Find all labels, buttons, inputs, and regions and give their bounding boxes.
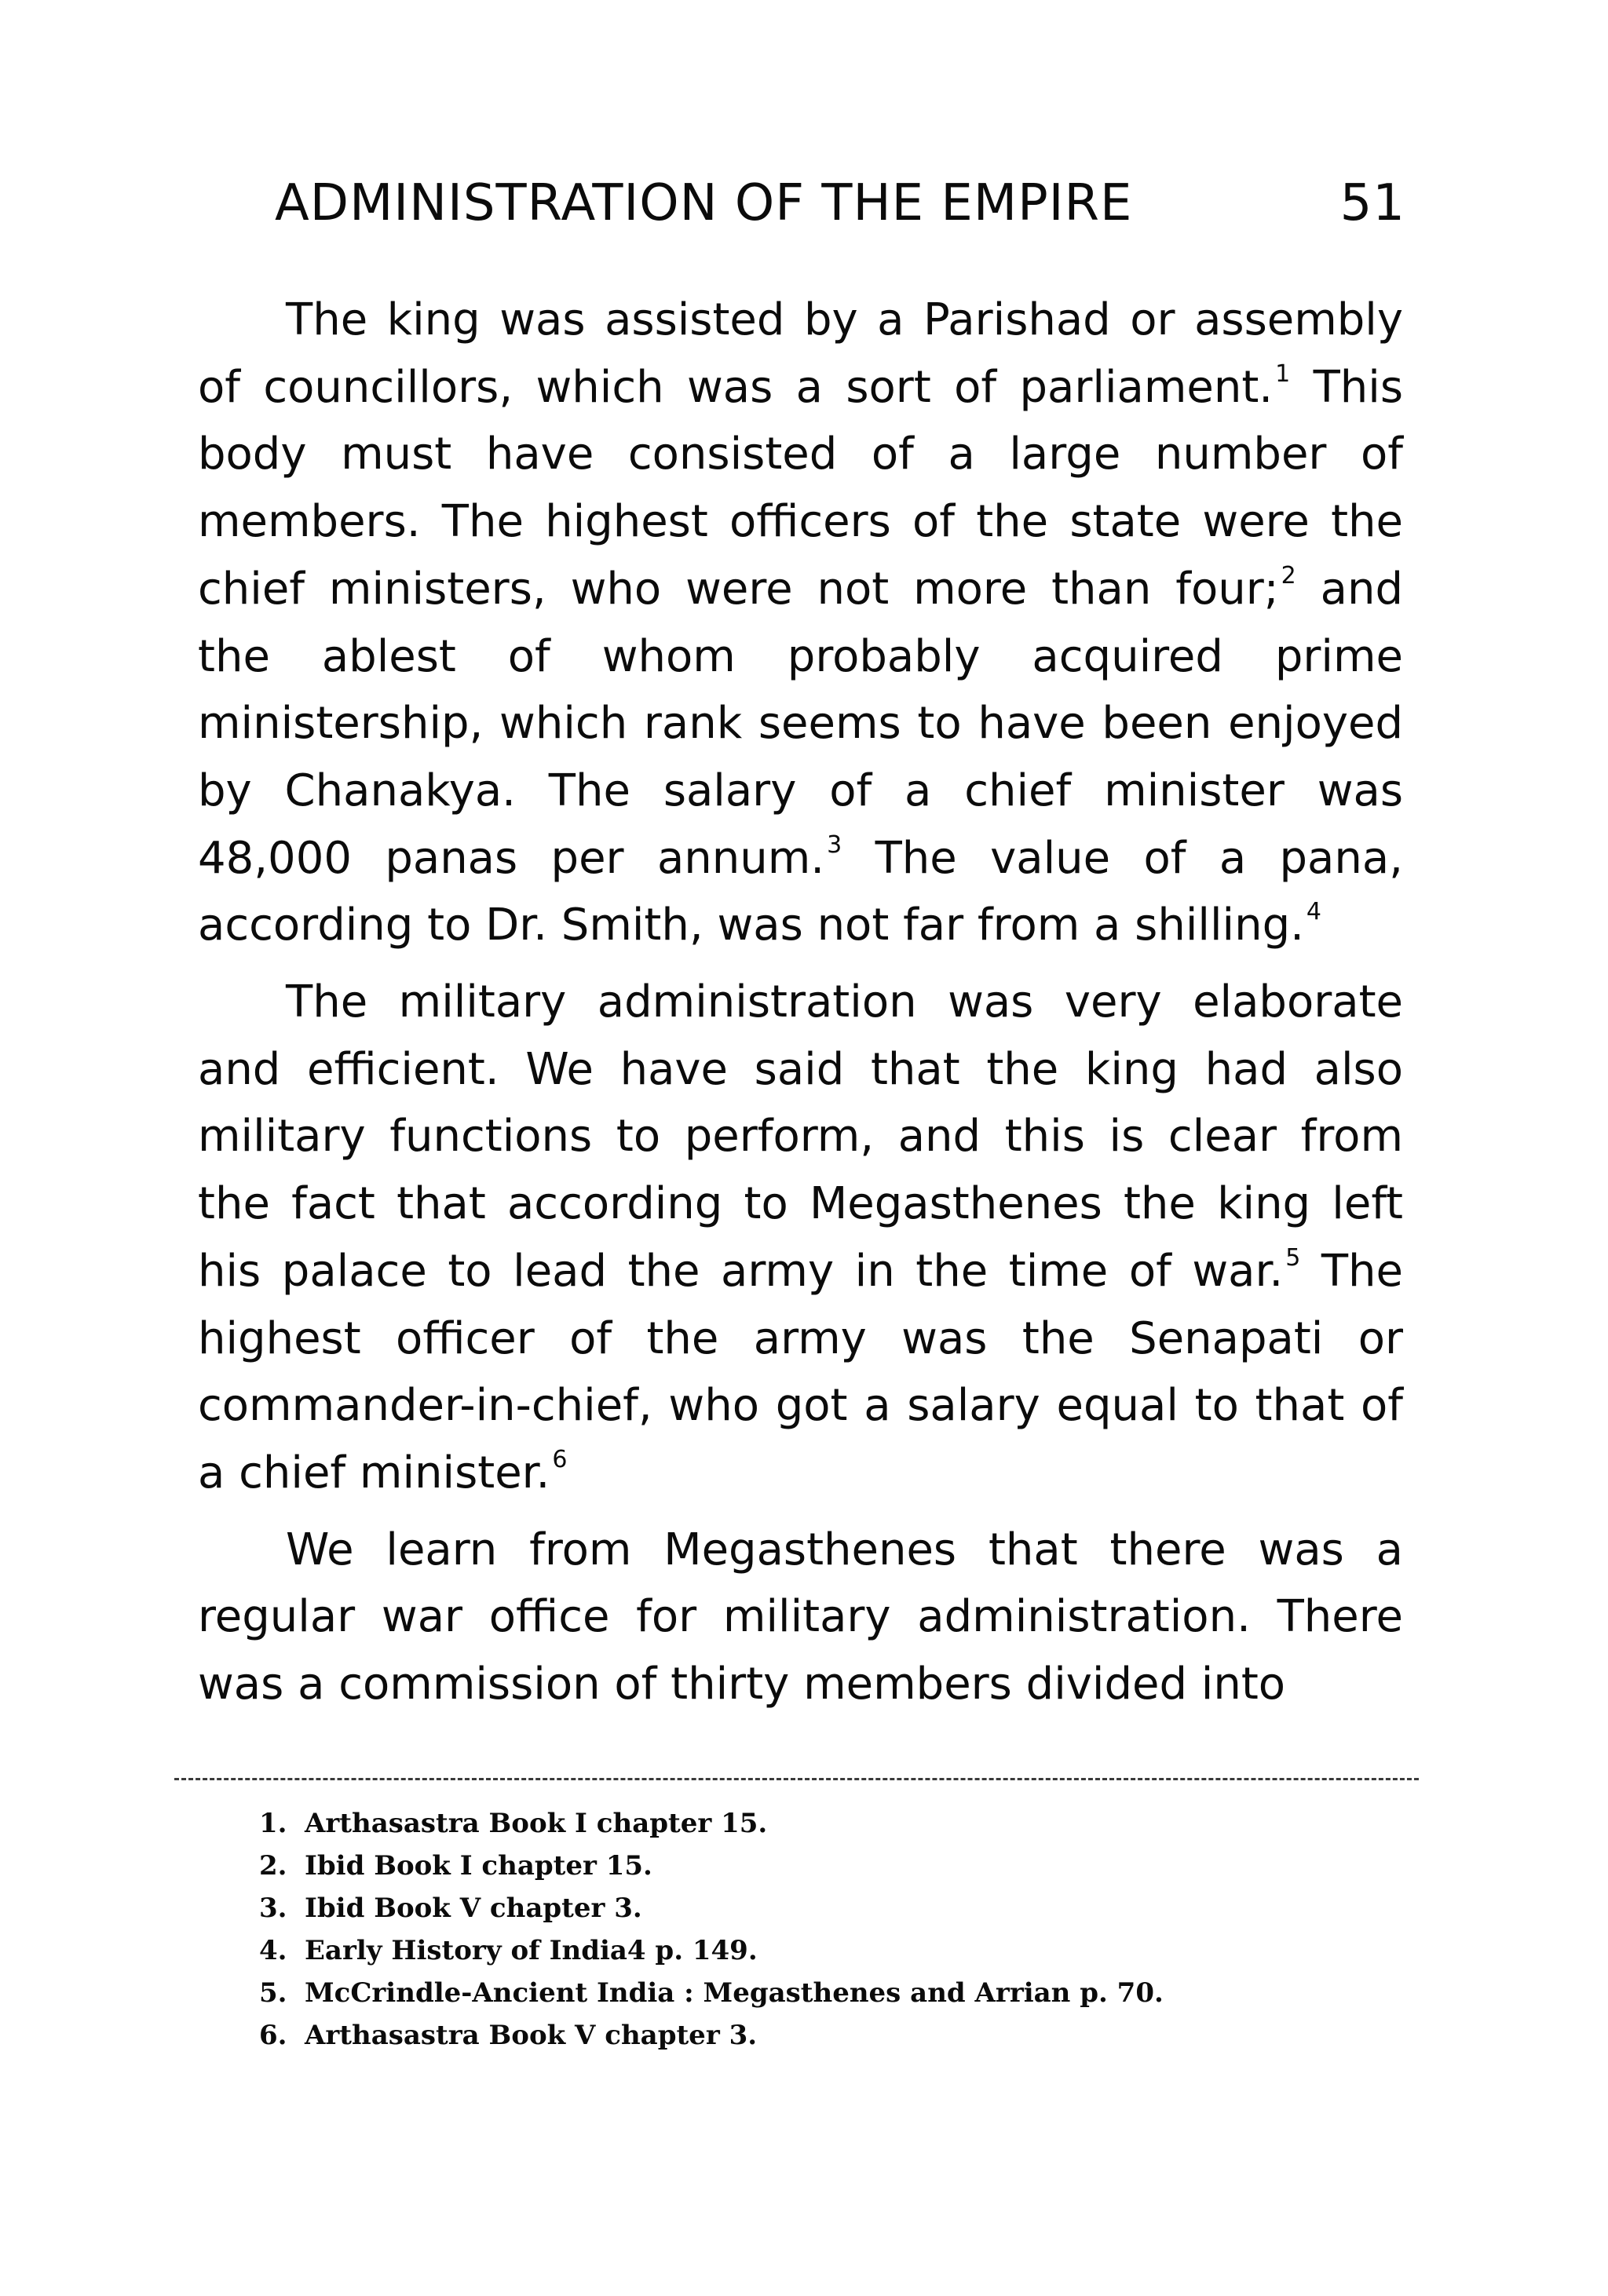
paragraph-text: The military administration was very elaborate and efficient. We have said that the king had also military functions to perform, and this is clear from the fact that according to Megasthenes the king left his palace to lead the army in the time of war. [198,976,1403,1297]
paragraph [198,1517,1403,1718]
paragraph-text: and the ablest of whom probably acquired prime ministership, which rank seems to have been enjoyed by Chanakya. The salary of a chief minister was 48,000 panas per annum. [198,563,1403,884]
footnote-item [259,2014,1405,2057]
footnote-text: McCrindle-Ancient India : Megasthenes and Arrian p. 70. [305,1977,1164,2009]
paragraph [198,287,1403,959]
footnote-divider [174,1778,1419,1780]
footnote-text: Ibid Book I chapter 15. [305,1850,652,1882]
footnote-text: Arthasastra Book V chapter 3. [305,2020,758,2051]
page-number: 51 [1339,174,1405,232]
footnote-marker: 4 [1306,898,1322,926]
footnote-number: 3. [259,1893,287,1924]
footnote-marker: 2 [1281,561,1296,590]
footnote-marker: 5 [1285,1243,1301,1272]
footnote-item [259,1845,1405,1887]
footnote-number: 2. [259,1850,287,1882]
footnote-number: 1. [259,1808,287,1839]
footnote-marker: 3 [827,830,842,859]
footnote-item [259,1887,1405,1929]
footnote-marker: 1 [1275,360,1291,388]
paragraph-text: The highest officer of the army was the Senapati or commander-in-chief, who got a salary equal to that of a chief minister. [198,1245,1404,1498]
paragraph-text: This body must have consisted of a large number of members. The highest officers of the state were the chief ministers, who were not more than four; [198,361,1403,615]
footnotes [259,1802,1405,2057]
paragraph-text: The king was assisted by a Parishad or assembly of councillors, which was a sort of parliament. [198,294,1403,413]
footnote-text: Ibid Book V chapter 3. [305,1893,642,1924]
footnote-number: 4. [259,1935,287,1966]
footnote-marker: 6 [552,1445,568,1473]
footnote-text: Early History of India4 p. 149. [305,1935,758,1966]
paragraph [198,969,1403,1507]
running-title: ADMINISTRATION OF THE EMPIRE [275,174,1133,232]
paragraph-text: We learn from Megasthenes that there was a regular war office for military administration. There was a commission of thirty members divided into [198,1524,1403,1710]
footnote-item [259,1802,1405,1845]
page-header [275,174,1405,245]
footnote-item [259,1929,1405,1972]
paragraph-text: The value of a pana, according to Dr. Smith, was not far from a shilling. [198,832,1403,951]
footnote-item [259,1972,1405,2014]
footnote-text: Arthasastra Book I chapter 15. [305,1808,768,1839]
footnote-number: 6. [259,2020,287,2051]
footnote-number: 5. [259,1977,287,2009]
body-text [198,287,1403,1718]
